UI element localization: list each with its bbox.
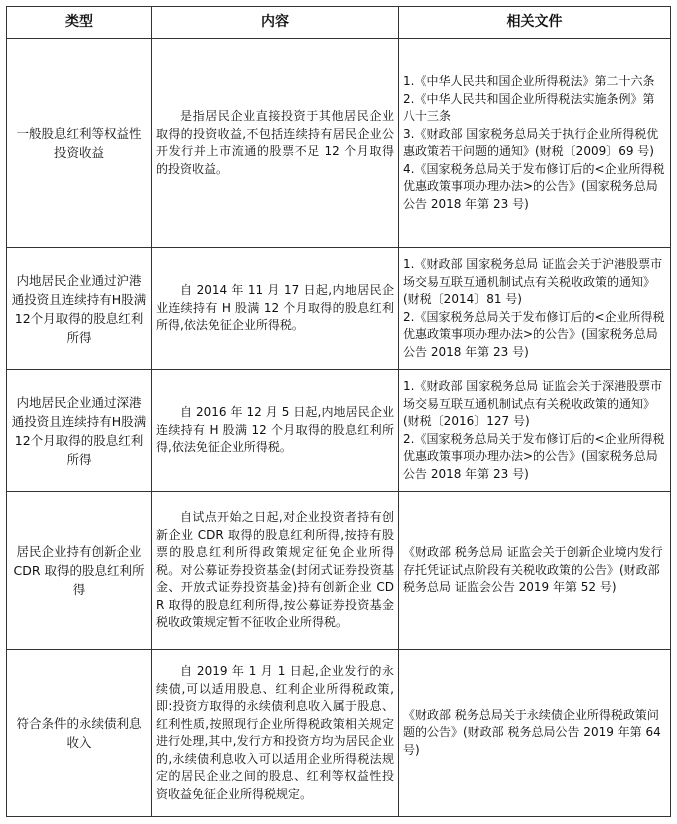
- docs-cell: [399, 370, 671, 492]
- table-row: [7, 39, 671, 248]
- header-docs: 相关文件: [399, 7, 671, 39]
- header-row: [7, 7, 671, 39]
- content-cell: 自 2016 年 12 月 5 日起,内地居民企业连续持有 H 股满 12 个月取得的股息红利所得,依法免征企业所得税。: [152, 370, 399, 492]
- doc-item: 2.《国家税务总局关于发布修订后的<企业所得税优惠政策事项办理办法>的公告》(国家税务总局公告 2018 年第 23 号): [403, 309, 665, 359]
- content-cell: 自 2014 年 11 月 17 日起,内地居民企业连续持有 H 股满 12 个月取得的股息红利所得,依法免征企业所得税。: [152, 248, 399, 370]
- type-cell: 居民企业持有创新企业 CDR 取得的股息红利所得: [7, 492, 152, 650]
- docs-cell: [399, 248, 671, 370]
- table-row: [7, 650, 671, 817]
- doc-item: 2.《中华人民共和国企业所得税法实施条例》第八十三条: [403, 91, 655, 123]
- type-cell: 内地居民企业通过深港通投资且连续持有H股满12个月取得的股息红利所得: [7, 370, 152, 492]
- table-row: [7, 370, 671, 492]
- doc-item: 1.《财政部 国家税务总局 证监会关于深港股票市场交易互联互通机制试点有关税收政策的通知》(财税〔2016〕127 号): [403, 379, 663, 428]
- doc-item: 《财政部 税务总局 证监会关于创新企业境内发行存托凭证试点阶段有关税收政策的公告》(财政部 税务总局 证监会公告 2019 年第 52 号): [403, 545, 663, 595]
- doc-item: 2.《国家税务总局关于发布修订后的<企业所得税优惠政策事项办理办法>的公告》(国家税务总局公告 2018 年第 23 号): [403, 431, 665, 481]
- policy-table: [6, 6, 671, 817]
- type-cell: 内地居民企业通过沪港通投资且连续持有H股满12个月取得的股息红利所得: [7, 248, 152, 370]
- content-cell: 自 2019 年 1 月 1 日起,企业发行的永续债,可以适用股息、红利企业所得税政策,即:投资方取得的永续债利息收入属于股息、红利性质,按照现行企业所得税政策相关规定进行处理,其中,发行方和投资方均为居民企业的,永续债利息收入可以适用企业所得税法规定的居民企业之间的股息、红利等权益性投资收益免征企业所得税规定。: [152, 650, 399, 817]
- header-type: 类型: [7, 7, 152, 39]
- doc-item: 3.《财政部 国家税务总局关于执行企业所得税优惠政策若干问题的通知》(财税〔2009〕69 号): [403, 126, 659, 158]
- doc-item: 1.《财政部 国家税务总局 证监会关于沪港股票市场交易互联互通机制试点有关税收政策的通知》(财税〔2014〕81 号): [403, 257, 663, 306]
- header-content: 内容: [152, 7, 399, 39]
- docs-cell: [399, 650, 671, 817]
- content-cell: 自试点开始之日起,对企业投资者持有创新企业 CDR 取得的股息红利所得,按持有股票的股息红利所得政策规定征免企业所得税。对公募证券投资基金(封闭式证券投资基金、开放式证券投资基金)持有创新企业 CDR 取得的股息红利所得,按公募证券投资基金税收政策规定暂不征收企业所得税。: [152, 492, 399, 650]
- docs-cell: [399, 492, 671, 650]
- content-cell: 是指居民企业直接投资于其他居民企业取得的投资收益,不包括连续持有居民企业公开发行并上市流通的股票不足 12 个月取得的投资收益。: [152, 39, 399, 248]
- type-cell: 一般股息红利等权益性投资收益: [7, 39, 152, 248]
- table-row: [7, 492, 671, 650]
- doc-item: 1.《中华人民共和国企业所得税法》第二十六条: [403, 74, 655, 88]
- docs-cell: [399, 39, 671, 248]
- doc-item: 《财政部 税务总局关于永续债企业所得税政策问题的公告》(财政部 税务总局公告 2019 年第 64 号): [403, 707, 661, 757]
- table-row: [7, 248, 671, 370]
- doc-item: 4.《国家税务总局关于发布修订后的<企业所得税优惠政策事项办理办法>的公告》(国家税务总局公告 2018 年第 23 号): [403, 161, 665, 211]
- type-cell: 符合条件的永续债利息收入: [7, 650, 152, 817]
